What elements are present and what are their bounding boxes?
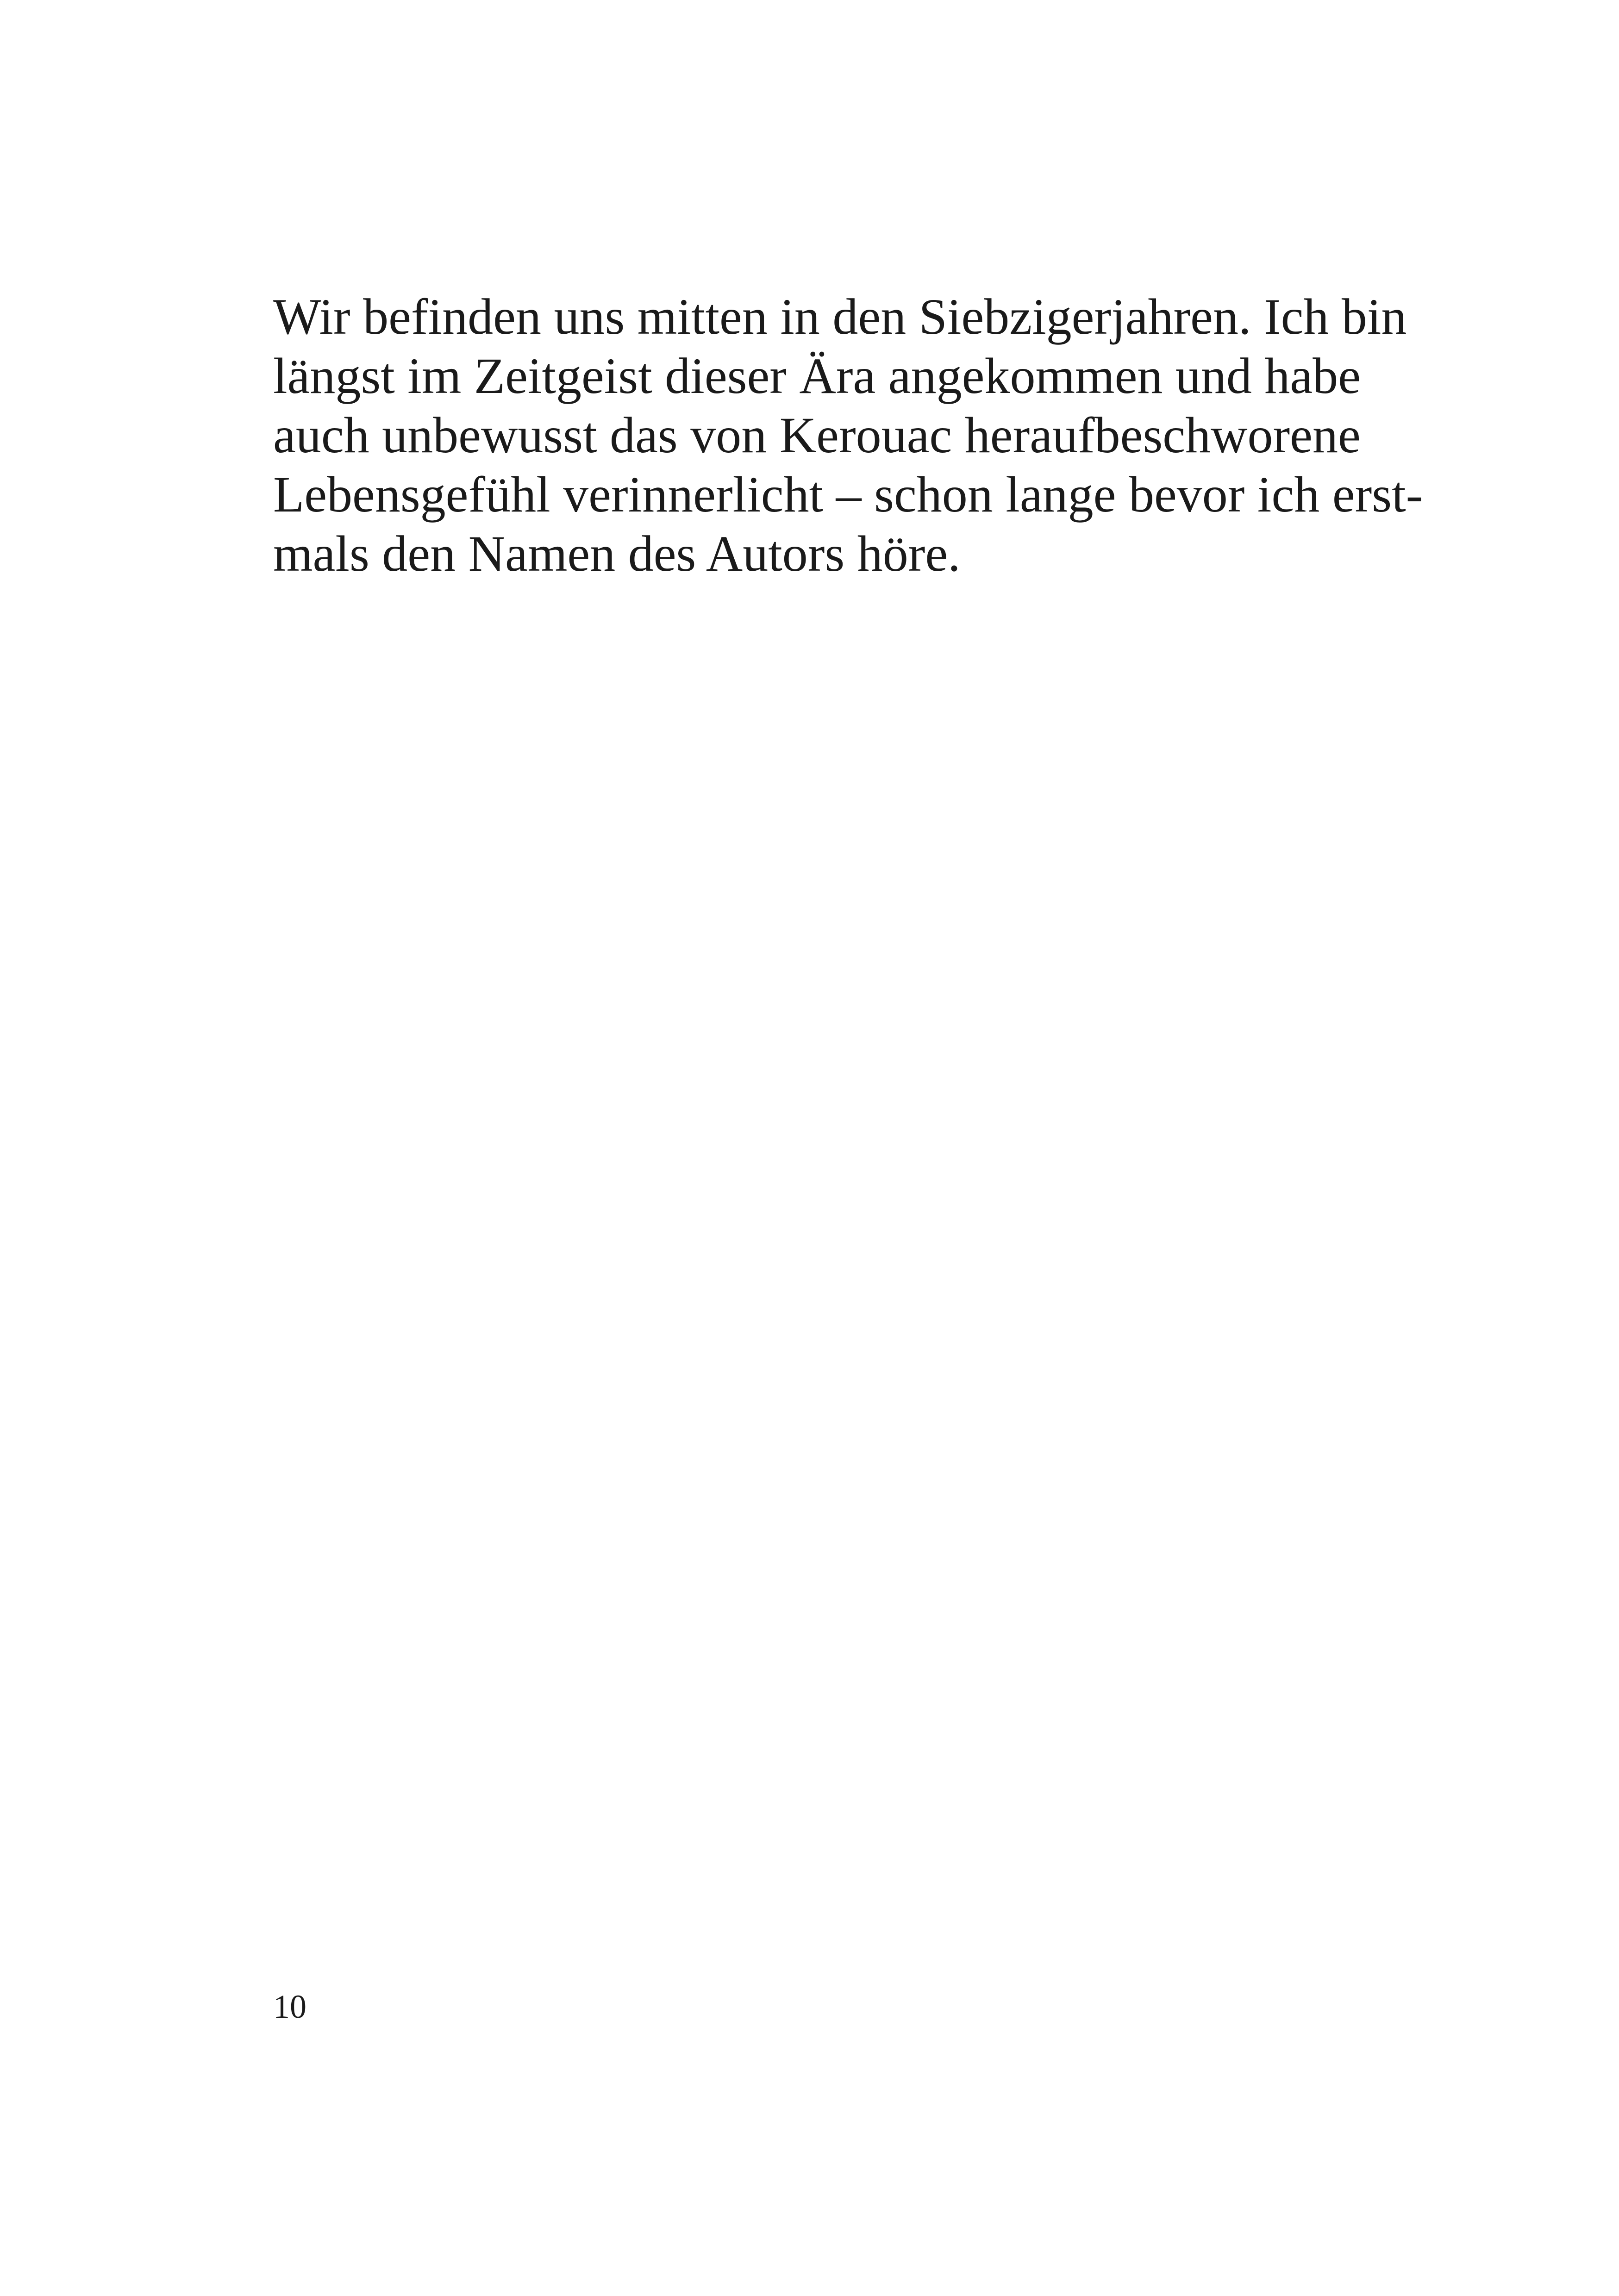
paragraph-line: längst im Zeitgeist dieser Ära angekommen und habe [273,348,1361,404]
paragraph-line: Lebensgefühl verinnerlicht – schon lange bevor ich erst- [273,466,1423,523]
paragraph-line: auch unbewusst das von Kerouac heraufbeschworene [273,407,1361,463]
paragraph-line: Wir befinden uns mitten in den Siebzigerjahren. Ich bin [273,288,1407,345]
paragraph-line: mals den Namen des Autors höre. [273,525,961,582]
body-paragraph [273,287,1423,583]
page-number: 10 [273,1988,306,2025]
